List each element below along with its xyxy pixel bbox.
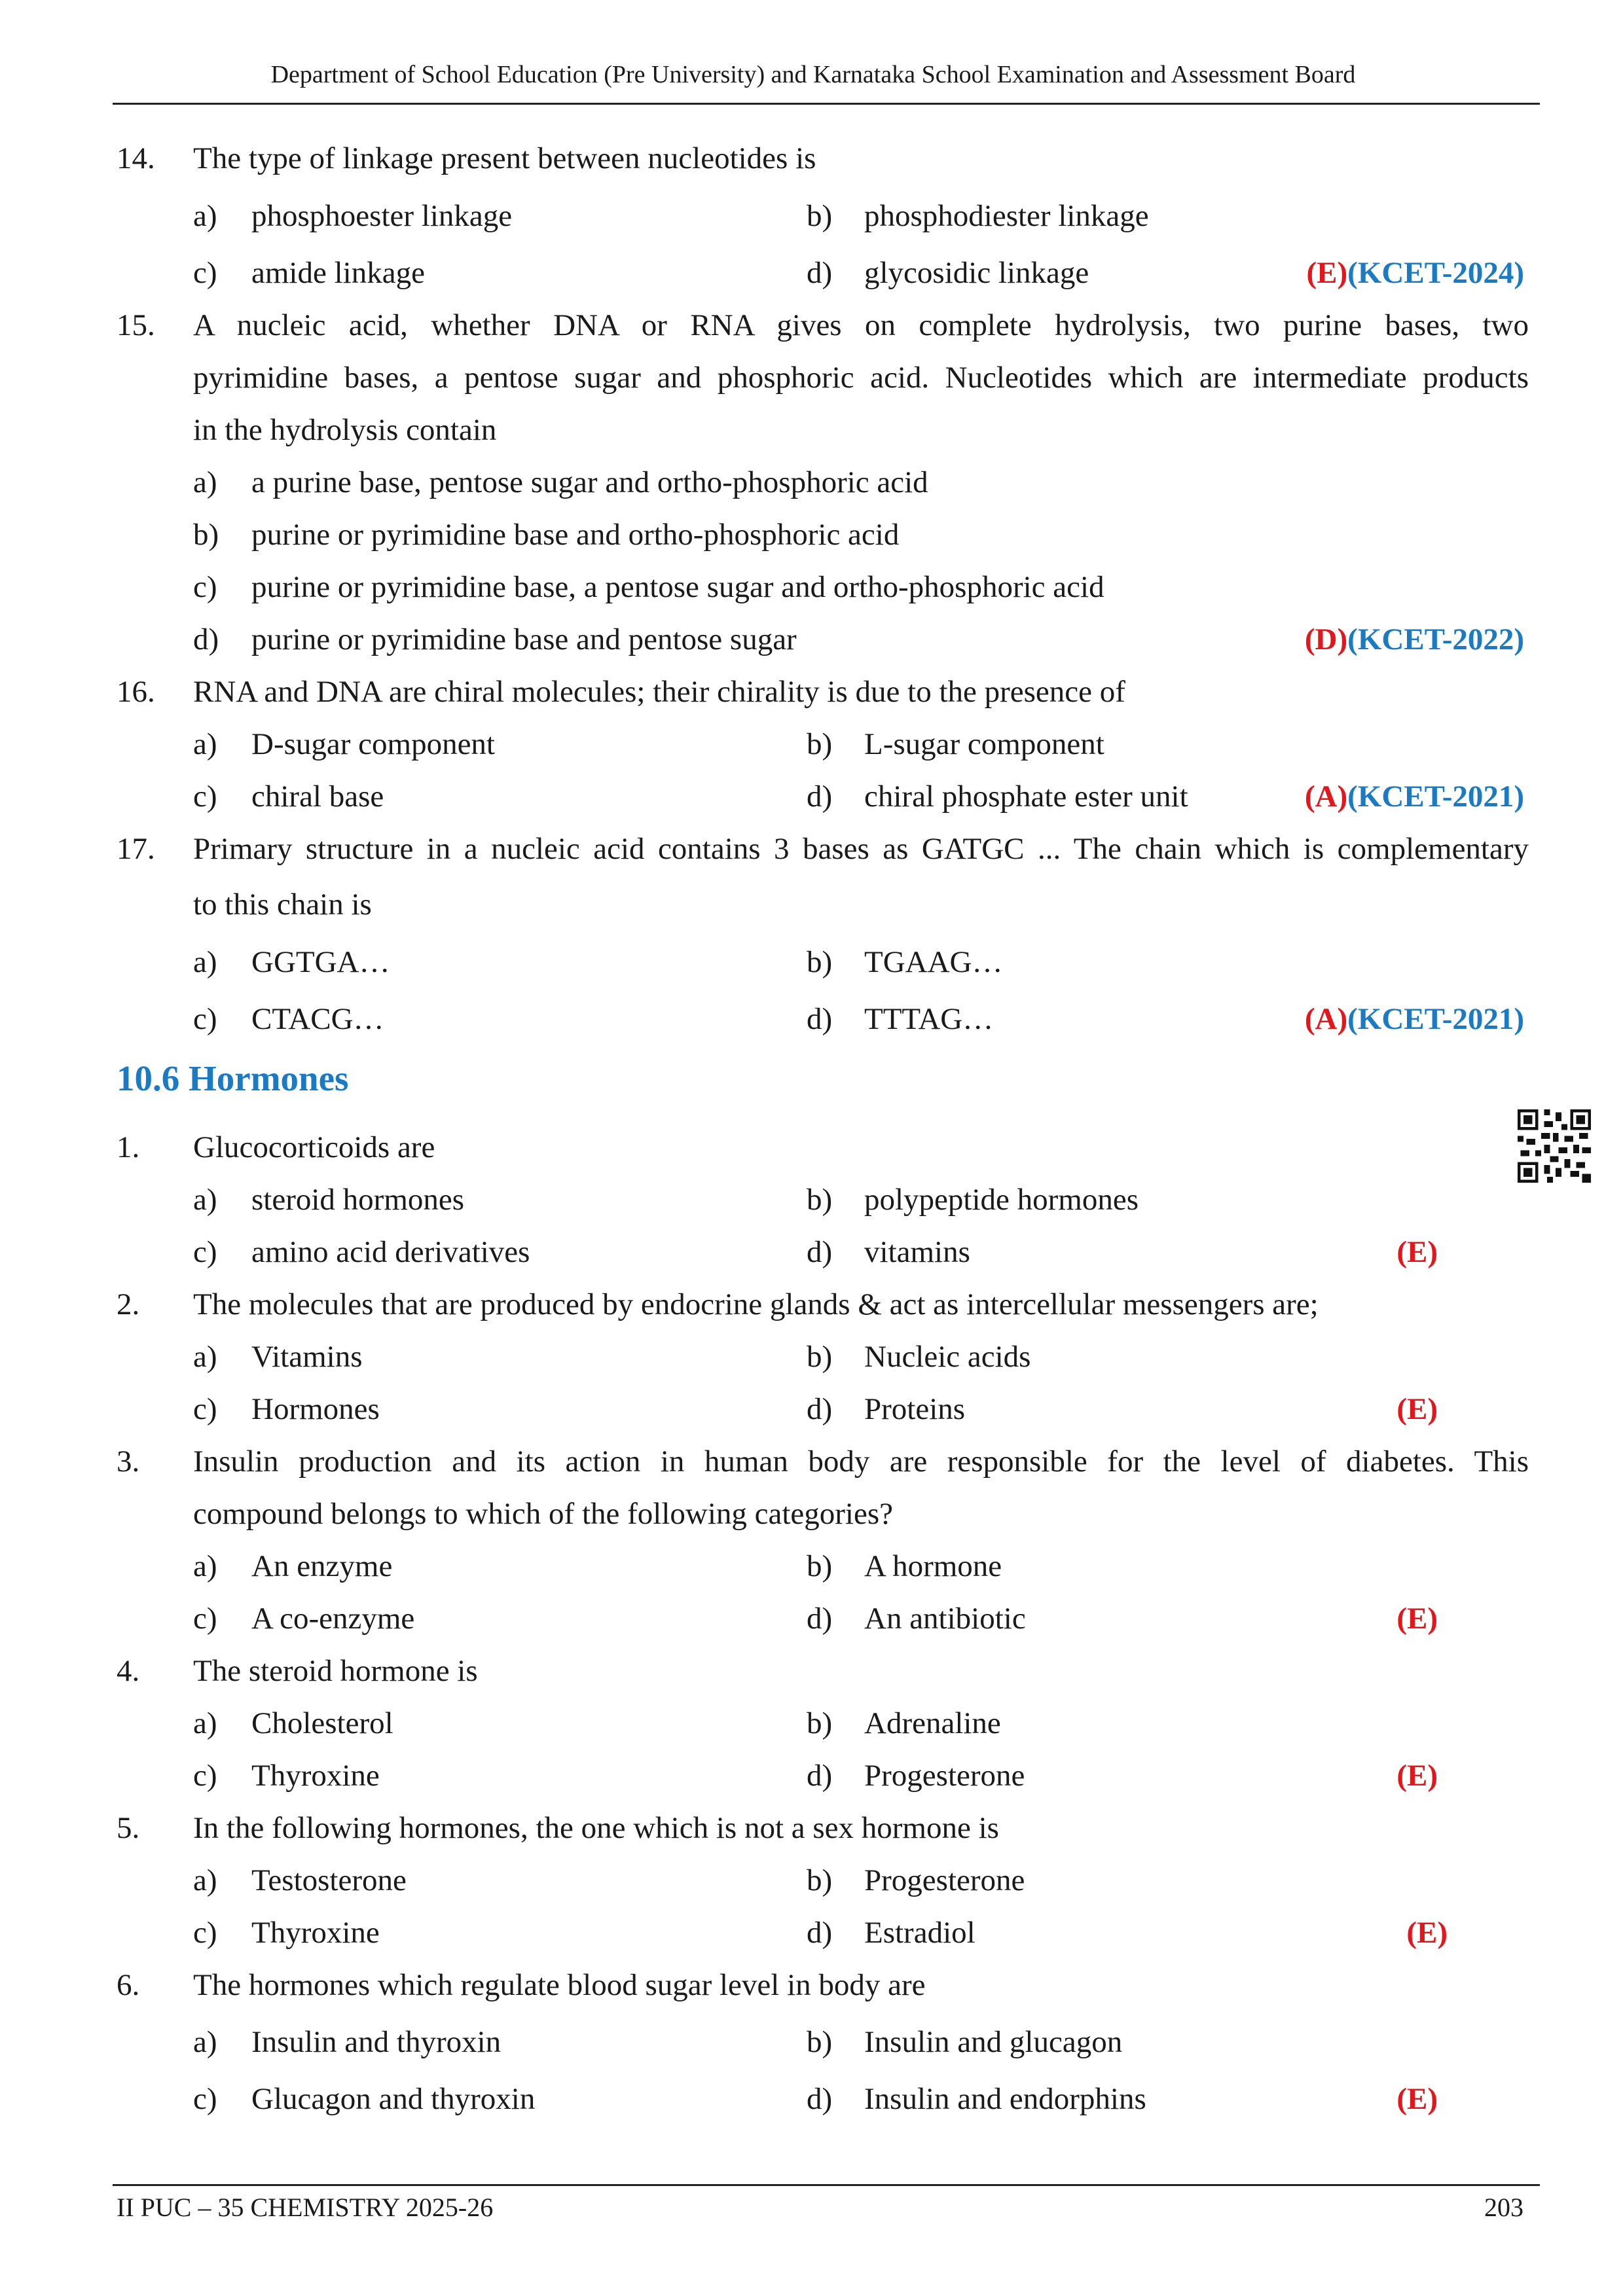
question-text: The molecules that are produced by endocrine glands & act as intercellular messengers are; [193,1287,1319,1321]
option-a: Vitamins [251,1340,363,1374]
option-c: chiral base [251,780,384,814]
option-label: a) [193,1549,217,1583]
option-label: d) [807,256,833,290]
option-c: A co-enzyme [251,1602,415,1636]
option-d: purine or pyrimidine base and pentose sugar [251,622,797,656]
option-b: purine or pyrimidine base and ortho-phosphoric acid [251,518,900,552]
option-a: phosphoester linkage [251,199,513,233]
question-6 [0,1959,1623,2011]
question-number: 5. [117,1811,140,1845]
question-text: The steroid hormone is [193,1654,478,1688]
option-d: glycosidic linkage [864,256,1089,290]
options-row [0,993,1623,1045]
option-label: b) [807,1549,833,1583]
footer-course: II PUC – 35 CHEMISTRY 2025-26 [117,2193,494,2222]
exam-source: (KCET-2021) [1347,780,1524,814]
difficulty-level: (A) [1304,780,1348,814]
option-a: Cholesterol [251,1706,393,1740]
option-label: a) [193,1706,217,1740]
option-d: An antibiotic [864,1602,1026,1636]
option-label: a) [193,727,217,761]
question-16 [0,666,1623,718]
option-label: c) [193,1392,217,1426]
option-label: d) [807,1392,833,1426]
options-row [0,1174,1623,1226]
question-number: 16. [117,675,155,709]
difficulty-level: (E) [1396,1759,1438,1793]
option-label: d) [807,1602,833,1636]
difficulty-level: (E) [1396,1392,1438,1426]
option-label: b) [193,518,219,552]
question-text: A nucleic acid, whether DNA or RNA gives on complete hydrolysis, two purine bases, two [193,308,1529,342]
options-row [0,1331,1623,1383]
question-17 [0,823,1623,875]
option-b: A hormone [864,1549,1002,1583]
option-c: CTACG… [251,1002,384,1036]
question-text: compound belongs to which of the following categories? [193,1497,893,1531]
option-c: amide linkage [251,256,425,290]
question-number: 3. [117,1444,140,1479]
options-row [0,509,1623,561]
option-a: An enzyme [251,1549,393,1583]
option-label: d) [807,1759,833,1793]
footer-rule [113,2184,1540,2186]
exam-source: (KCET-2022) [1347,622,1524,656]
option-label: d) [807,1235,833,1269]
question-text-line [0,1488,1623,1540]
question-number: 15. [117,308,155,342]
header-rule [113,103,1540,105]
options-row [0,1749,1623,1802]
page-header: Department of School Education (Pre University) and Karnataka School Examination and Assessment Board [270,61,1356,88]
question-number: 4. [117,1654,140,1688]
answer-tag [1305,770,1524,823]
option-label: c) [193,780,217,814]
option-label: d) [807,780,833,814]
option-b: L-sugar component [864,727,1104,761]
option-label: c) [193,570,217,604]
options-row [0,936,1623,988]
question-number: 1. [117,1130,140,1164]
option-d: chiral phosphate ester unit [864,780,1188,814]
option-label: b) [807,945,833,979]
page-number: 203 [1484,2193,1523,2222]
option-label: a) [193,945,217,979]
difficulty-level: (A) [1304,1002,1348,1036]
difficulty-level: (D) [1304,622,1348,656]
option-label: b) [807,1863,833,1897]
question-number: 6. [117,1968,140,2002]
question-text: in the hydrolysis contain [193,413,497,447]
question-5 [0,1802,1623,1854]
question-2 [0,1278,1623,1331]
option-c: Hormones [251,1392,380,1426]
options-row [0,2073,1623,2125]
option-a: a purine base, pentose sugar and ortho-phosphoric acid [251,465,928,499]
option-a: GGTGA… [251,945,390,979]
option-label: c) [193,1759,217,1793]
options-row [0,1854,1623,1907]
option-label: c) [193,256,217,290]
options-row [0,1907,1623,1959]
option-label: b) [807,1340,833,1374]
options-row [0,1697,1623,1749]
question-14 [0,132,1623,185]
question-text: RNA and DNA are chiral molecules; their chirality is due to the presence of [193,675,1125,709]
question-text: The type of linkage present between nucleotides is [193,141,816,175]
question-1 [0,1121,1623,1174]
options-row [0,2016,1623,2068]
option-b: Insulin and glucagon [864,2025,1123,2059]
option-label: c) [193,1235,217,1269]
option-b: TGAAG… [864,945,1003,979]
options-row [0,1592,1623,1645]
question-number: 14. [117,141,155,175]
question-text-line [0,878,1623,931]
option-label: b) [807,2025,833,2059]
options-row [0,1383,1623,1435]
option-a: steroid hormones [251,1183,465,1217]
option-c: Thyroxine [251,1916,380,1950]
question-3 [0,1435,1623,1488]
option-c: Thyroxine [251,1759,380,1793]
option-d: Proteins [864,1392,966,1426]
option-label: c) [193,2082,217,2116]
question-text: Insulin production and its action in human body are responsible for the level of diabetes. This [193,1444,1529,1479]
option-a: Testosterone [251,1863,407,1897]
option-label: d) [193,622,219,656]
option-label: b) [807,727,833,761]
option-b: Adrenaline [864,1706,1001,1740]
options-row [0,1226,1623,1278]
option-label: c) [193,1602,217,1636]
option-label: d) [807,1002,833,1036]
answer-tag [1305,993,1524,1045]
option-c: amino acid derivatives [251,1235,530,1269]
option-b: polypeptide hormones [864,1183,1139,1217]
question-text: pyrimidine bases, a pentose sugar and phosphoric acid. Nucleotides which are intermediate products [193,361,1529,395]
option-label: a) [193,1863,217,1897]
exam-source: (KCET-2021) [1347,1002,1524,1036]
option-d: Insulin and endorphins [864,2082,1146,2116]
options-row [0,247,1623,299]
option-label: a) [193,1183,217,1217]
options-row [0,190,1623,242]
option-d: TTTAG… [864,1002,994,1036]
question-number: 17. [117,832,155,866]
option-label: c) [193,1916,217,1950]
option-label: d) [807,1916,833,1950]
option-label: b) [807,1706,833,1740]
difficulty-level: (E) [1396,2082,1438,2116]
option-c: purine or pyrimidine base, a pentose sugar and ortho-phosphoric acid [251,570,1104,604]
option-label: b) [807,199,833,233]
option-label: a) [193,2025,217,2059]
answer-tag [1305,613,1524,666]
option-label: b) [807,1183,833,1217]
section-title: 10.6 Hormones [117,1058,349,1098]
option-b: phosphodiester linkage [864,199,1149,233]
question-4 [0,1645,1623,1697]
question-number: 2. [117,1287,140,1321]
option-a: Insulin and thyroxin [251,2025,501,2059]
option-d: Estradiol [864,1916,976,1950]
question-15 [0,299,1623,351]
question-text: Glucocorticoids are [193,1130,435,1164]
question-text: Primary structure in a nucleic acid contains 3 bases as GATGC ... The chain which is complementary [193,832,1529,866]
options-row [0,561,1623,613]
option-b: Nucleic acids [864,1340,1031,1374]
option-a: D-sugar component [251,727,495,761]
option-d: vitamins [864,1235,970,1269]
question-text: The hormones which regulate blood sugar level in body are [193,1968,926,2002]
options-row [0,1540,1623,1592]
option-b: Progesterone [864,1863,1025,1897]
options-row [0,613,1623,666]
option-label: a) [193,465,217,499]
option-label: a) [193,1340,217,1374]
option-d: Progesterone [864,1759,1025,1793]
question-text-line [0,351,1623,404]
options-row [0,456,1623,509]
options-row [0,770,1623,823]
option-label: a) [193,199,217,233]
difficulty-level: (E) [1396,1235,1438,1269]
option-label: d) [807,2082,833,2116]
exam-source: (KCET-2024) [1347,256,1524,290]
question-text: In the following hormones, the one which is not a sex hormone is [193,1811,999,1845]
option-c: Glucagon and thyroxin [251,2082,536,2116]
question-text: to this chain is [193,888,372,922]
difficulty-level: (E) [1306,256,1348,290]
difficulty-level: (E) [1396,1602,1438,1636]
answer-tag [1307,247,1525,299]
option-label: c) [193,1002,217,1036]
question-text-line [0,404,1623,456]
options-row [0,718,1623,770]
difficulty-level: (E) [1406,1916,1448,1950]
